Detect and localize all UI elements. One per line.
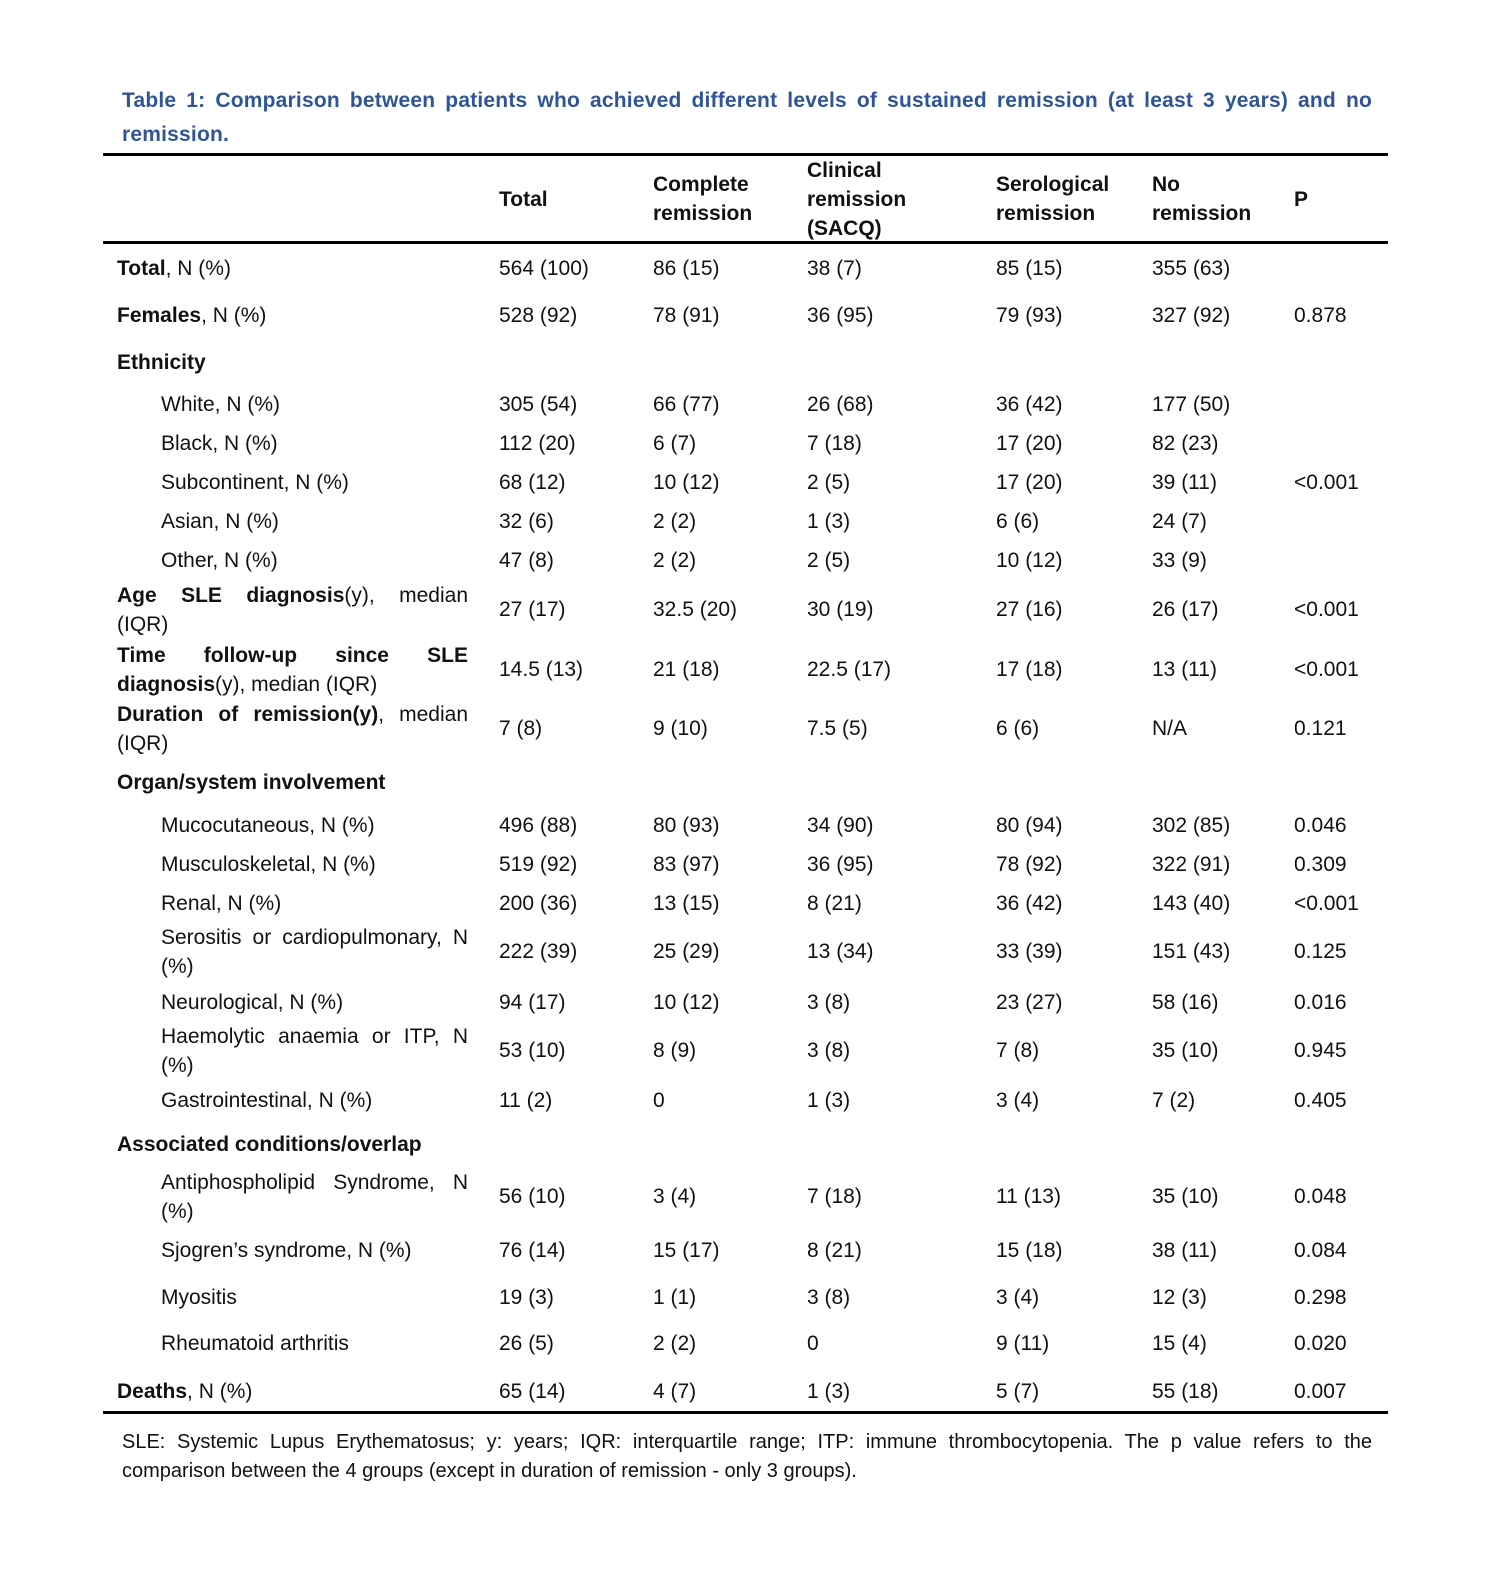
row-label-bold: Ethnicity (117, 351, 206, 374)
table-cell: 1 (3) (807, 1089, 851, 1112)
table-header-rule (103, 241, 1388, 244)
table-cell: 76 (14) (499, 1239, 566, 1262)
row-label (117, 581, 468, 639)
table-cell: 5 (7) (996, 1380, 1040, 1403)
table-cell: 19 (3) (499, 1286, 554, 1309)
table-cell: 47 (8) (499, 549, 554, 572)
row-label (117, 700, 468, 758)
table-cell: 94 (17) (499, 991, 566, 1014)
p-value-cell: 0.007 (1294, 1380, 1347, 1403)
table-cell: 496 (88) (499, 814, 578, 837)
table-cell: 14.5 (13) (499, 658, 584, 681)
p-value-cell: 0.945 (1294, 1039, 1347, 1062)
row-label: Serositis or cardiopulmonary, N (%) (161, 926, 468, 978)
table-cell: 22.5 (17) (807, 658, 892, 681)
column-header: remission (653, 202, 753, 225)
column-header: Total (499, 188, 548, 211)
table-cell: 3 (4) (996, 1286, 1040, 1309)
table-cell: 177 (50) (1152, 393, 1231, 416)
table-cell: 24 (7) (1152, 510, 1207, 533)
row-label (117, 768, 468, 797)
row-label: Black, N (%) (161, 432, 278, 455)
table-cell: 7 (18) (807, 1185, 862, 1208)
table-cell: 2 (2) (653, 549, 697, 572)
p-value-cell: <0.001 (1294, 471, 1359, 494)
column-header: Serological (996, 173, 1110, 196)
table-cell: 66 (77) (653, 393, 720, 416)
table-cell: 32.5 (20) (653, 598, 738, 621)
table-cell: 112 (20) (499, 432, 576, 455)
table-cell: 1 (3) (807, 510, 851, 533)
table-cell: 9 (10) (653, 717, 708, 740)
row-label-bold: Total (117, 257, 166, 280)
table-cell: 78 (92) (996, 853, 1063, 876)
table-cell: 53 (10) (499, 1039, 566, 1062)
table-cell: 35 (10) (1152, 1185, 1219, 1208)
table-cell: 8 (9) (653, 1039, 697, 1062)
table-cell: 222 (39) (499, 940, 578, 963)
table-cell: 35 (10) (1152, 1039, 1219, 1062)
p-value-cell: 0.125 (1294, 940, 1347, 963)
table-cell: 82 (23) (1152, 432, 1219, 455)
table-cell: 79 (93) (996, 304, 1063, 327)
table-cell: 26 (5) (499, 1332, 554, 1355)
table-cell: 0 (807, 1332, 819, 1355)
row-label-bold: Duration of remission(y) (117, 703, 379, 726)
column-header: Clinical (807, 159, 882, 182)
table-cell: 8 (21) (807, 892, 862, 915)
table-cell: 34 (90) (807, 814, 874, 837)
table-cell: 15 (4) (1152, 1332, 1207, 1355)
table-cell: 21 (18) (653, 658, 720, 681)
table-cell: 55 (18) (1152, 1380, 1219, 1403)
table-cell: 36 (42) (996, 892, 1063, 915)
table-cell: 6 (7) (653, 432, 697, 455)
row-label: Gastrointestinal, N (%) (161, 1089, 373, 1112)
p-value-cell: 0.046 (1294, 814, 1347, 837)
table-cell: 327 (92) (1152, 304, 1231, 327)
table-cell: 2 (2) (653, 510, 697, 533)
p-value-cell: 0.298 (1294, 1286, 1347, 1309)
row-label: Subcontinent, N (%) (161, 471, 349, 494)
table-cell: 78 (91) (653, 304, 720, 327)
table-cell: 7.5 (5) (807, 717, 868, 740)
row-label: Neurological, N (%) (161, 991, 344, 1014)
table-cell: 7 (2) (1152, 1089, 1196, 1112)
row-label-rest: , N (%) (187, 1380, 253, 1403)
table-cell: 12 (3) (1152, 1286, 1207, 1309)
p-value-cell: 0.309 (1294, 853, 1347, 876)
table-cell: 9 (11) (996, 1332, 1050, 1355)
table-cell: 33 (9) (1152, 549, 1207, 572)
row-label (117, 348, 468, 377)
table-cell: 1 (3) (807, 1380, 851, 1403)
row-label-bold: Time follow-up since SLE diagnosis (117, 644, 468, 696)
row-label: White, N (%) (161, 393, 281, 416)
table-cell: 80 (94) (996, 814, 1063, 837)
row-label: Other, N (%) (161, 549, 278, 572)
p-value-cell: <0.001 (1294, 658, 1359, 681)
table-cell: 2 (5) (807, 549, 851, 572)
column-header: No (1152, 173, 1180, 196)
table-cell: 26 (17) (1152, 598, 1219, 621)
table-cell: 27 (16) (996, 598, 1063, 621)
table-cell: 7 (18) (807, 432, 862, 455)
table-cell: 13 (11) (1152, 658, 1217, 681)
column-header: Complete (653, 173, 749, 196)
table-cell: 13 (34) (807, 940, 874, 963)
row-label: Renal, N (%) (161, 892, 282, 915)
row-label: Sjogren’s syndrome, N (%) (161, 1239, 412, 1262)
row-label: Antiphospholipid Syndrome, N (%) (161, 1171, 468, 1223)
row-label-bold: Females (117, 304, 202, 327)
table-cell: 10 (12) (653, 991, 720, 1014)
table-cell: 17 (18) (996, 658, 1063, 681)
p-value-cell: <0.001 (1294, 892, 1359, 915)
table-cell: 83 (97) (653, 853, 720, 876)
row-label-bold: Age SLE diagnosis (117, 584, 345, 607)
table-cell: 151 (43) (1152, 940, 1231, 963)
table-top-rule (103, 153, 1388, 156)
row-label-rest: (y), median (IQR) (215, 673, 378, 696)
row-label (117, 1130, 468, 1159)
table-cell: 38 (11) (1152, 1239, 1217, 1262)
p-value-cell: 0.121 (1294, 717, 1347, 740)
row-label (117, 254, 468, 283)
row-label-bold: Associated conditions/overlap (117, 1133, 422, 1156)
column-header: remission (996, 202, 1096, 225)
table-cell: 11 (2) (499, 1089, 553, 1112)
row-label (117, 641, 468, 699)
column-header: (SACQ) (807, 217, 882, 240)
table-cell: 36 (95) (807, 853, 874, 876)
table-cell: 6 (6) (996, 510, 1040, 533)
p-value-cell: 0.020 (1294, 1332, 1347, 1355)
row-label: Musculoskeletal, N (%) (161, 853, 376, 876)
table-cell: 7 (8) (996, 1039, 1040, 1062)
table-cell: 65 (14) (499, 1380, 566, 1403)
table-cell: 4 (7) (653, 1380, 697, 1403)
row-label (117, 301, 468, 330)
row-label-bold: Deaths (117, 1380, 188, 1403)
table-cell: 143 (40) (1152, 892, 1231, 915)
row-label-rest: , N (%) (201, 304, 267, 327)
row-label (117, 1377, 468, 1406)
table-cell: 17 (20) (996, 471, 1063, 494)
table-cell: 13 (15) (653, 892, 720, 915)
table-cell: 39 (11) (1152, 471, 1217, 494)
table-cell: 3 (4) (653, 1185, 697, 1208)
p-value-cell: 0.048 (1294, 1185, 1347, 1208)
table-cell: 3 (4) (996, 1089, 1040, 1112)
row-label: Rheumatoid arthritis (161, 1332, 349, 1355)
table-cell: 2 (2) (653, 1332, 697, 1355)
table-cell: 3 (8) (807, 1039, 851, 1062)
table-cell: 7 (8) (499, 717, 543, 740)
row-label: Myositis (161, 1286, 237, 1309)
column-header: remission (807, 188, 907, 211)
table-cell: 27 (17) (499, 598, 566, 621)
table-cell: 519 (92) (499, 853, 578, 876)
table-cell: 68 (12) (499, 471, 566, 494)
table-cell: 36 (42) (996, 393, 1063, 416)
table-cell: 58 (16) (1152, 991, 1219, 1014)
table-footnote: SLE: Systemic Lupus Erythematosus; y: years; IQR: interquartile range; ITP: immune thrombocytopenia. The p value refers to the comparison between the 4 groups (except in duration of remission - only 3 groups). (122, 1431, 1372, 1482)
p-value-cell: 0.405 (1294, 1089, 1347, 1112)
table-cell: 85 (15) (996, 257, 1063, 280)
table-cell: 17 (20) (996, 432, 1063, 455)
row-label-rest: , median (IQR) (117, 703, 468, 755)
table-cell: 564 (100) (499, 257, 589, 280)
table-bottom-rule (103, 1411, 1388, 1414)
row-label: Mucocutaneous, N (%) (161, 814, 375, 837)
table-cell: 38 (7) (807, 257, 862, 280)
table-cell: 56 (10) (499, 1185, 566, 1208)
table-cell: 36 (95) (807, 304, 874, 327)
table-cell: 11 (13) (996, 1185, 1061, 1208)
table-cell: 302 (85) (1152, 814, 1231, 837)
row-label-rest: , N (%) (165, 257, 231, 280)
table-cell: 305 (54) (499, 393, 578, 416)
table-cell: 2 (5) (807, 471, 851, 494)
table-cell: 86 (15) (653, 257, 720, 280)
table-cell: 80 (93) (653, 814, 720, 837)
table-cell: 23 (27) (996, 991, 1063, 1014)
table-cell: 355 (63) (1152, 257, 1231, 280)
table-cell: 25 (29) (653, 940, 720, 963)
table-cell: 1 (1) (653, 1286, 697, 1309)
table-cell: 0 (653, 1089, 665, 1112)
row-label-bold: Organ/system involvement (117, 771, 386, 794)
table-cell: 8 (21) (807, 1239, 862, 1262)
table-cell: 30 (19) (807, 598, 874, 621)
table-cell: 3 (8) (807, 1286, 851, 1309)
table-cell: 10 (12) (996, 549, 1063, 572)
row-label: Haemolytic anaemia or ITP, N (%) (161, 1025, 468, 1077)
table-cell: 6 (6) (996, 717, 1040, 740)
table-cell: 15 (18) (996, 1239, 1063, 1262)
table-cell: 32 (6) (499, 510, 554, 533)
table-cell: 26 (68) (807, 393, 874, 416)
table-cell: 322 (91) (1152, 853, 1231, 876)
column-header: remission (1152, 202, 1252, 225)
row-label: Asian, N (%) (161, 510, 279, 533)
table-cell: 528 (92) (499, 304, 578, 327)
p-value-cell: 0.016 (1294, 991, 1347, 1014)
p-value-cell: <0.001 (1294, 598, 1359, 621)
table-cell: 200 (36) (499, 892, 578, 915)
table-cell: 15 (17) (653, 1239, 720, 1262)
table-cell: 10 (12) (653, 471, 720, 494)
table-title: Table 1: Comparison between patients who achieved different levels of sustained remission (at least 3 years) and no remission. (122, 89, 1372, 146)
table-cell: 3 (8) (807, 991, 851, 1014)
row-label-rest: (y), median (IQR) (117, 584, 469, 636)
column-header: P (1294, 188, 1309, 211)
table-cell: 33 (39) (996, 940, 1063, 963)
p-value-cell: 0.084 (1294, 1239, 1347, 1262)
table-cell: N/A (1152, 717, 1188, 740)
p-value-cell: 0.878 (1294, 304, 1347, 327)
